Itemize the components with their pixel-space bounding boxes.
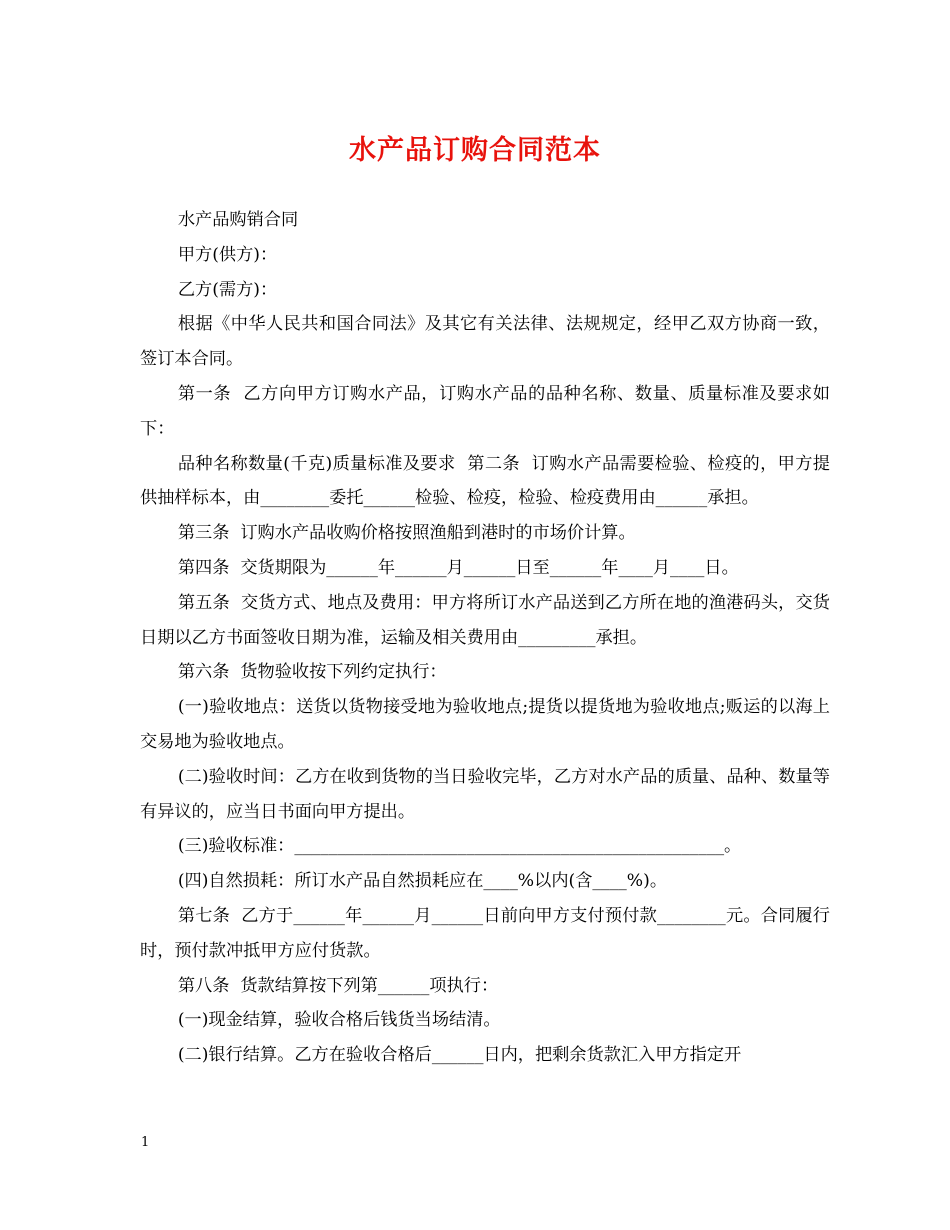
paragraph-article-3: 第三条 订购水产品收购价格按照渔船到港时的市场价计算。 xyxy=(177,523,636,544)
paragraph-article-1: 第一条 乙方向甲方订购水产品，订购水产品的品种名称、数量、质量标准及要求如下： xyxy=(140,383,830,439)
paragraph-article-6-item-4: (四)自然损耗：所订水产品自然损耗应在____%以内(含____%)。 xyxy=(177,871,668,892)
paragraph-article-8-item-1: (一)现金结算，验收合格后钱货当场结清。 xyxy=(177,1010,501,1031)
page-number: 1 xyxy=(141,1135,150,1150)
paragraph-article-2: 品种名称数量(千克)质量标准及要求 第二条 订购水产品需要检验、检疫的，甲方提供抽样标本，由________委托______检验、检疫，检验、检疫费用由______承担。 xyxy=(140,453,830,509)
paragraph-article-4: 第四条 交货期限为______年______月______日至______年____月____日。 xyxy=(177,557,739,578)
paragraph-party-a: 甲方(供方)： xyxy=(177,244,278,265)
paragraph-article-8: 第八条 货款结算按下列第______项执行： xyxy=(177,975,499,996)
paragraph-article-5: 第五条 交货方式、地点及费用：甲方将所订水产品送到乙方所在地的渔港码头，交货日期以乙方书面签收日期为准，运输及相关费用由_________承担。 xyxy=(140,592,830,648)
paragraph-contract-name: 水产品购销合同 xyxy=(177,210,299,230)
paragraph-party-b: 乙方(需方)： xyxy=(177,279,278,300)
paragraph-article-6-item-1: (一)验收地点：送货以货物接受地为验收地点;提货以提货地为验收地点;贩运的以海上交易地为验收地点。 xyxy=(140,697,830,752)
paragraph-article-6-item-2: (二)验收时间：乙方在收到货物的当日验收完毕，乙方对水产品的质量、品种、数量等有异议的，应当日书面向甲方提出。 xyxy=(140,766,830,822)
document-body xyxy=(140,203,830,1073)
paragraph-article-8-item-2: (二)银行结算。乙方在验收合格后______日内，把剩余货款汇入甲方指定开 xyxy=(177,1045,742,1066)
paragraph-article-7: 第七条 乙方于______年______月______日前向甲方支付预付款________元。合同履行时，预付款冲抵甲方应付货款。 xyxy=(140,905,830,961)
paragraph-preamble: 根据《中华人民共和国合同法》及其它有关法律、法规规定，经甲乙双方协商一致，签订本合同。 xyxy=(140,314,830,370)
paragraph-article-6-item-3: (三)验收标准：__________________________________________________。 xyxy=(177,836,742,857)
paragraph-article-6: 第六条 货物验收按下列约定执行： xyxy=(177,662,447,683)
document-title: 水产品订购合同范本 xyxy=(349,135,601,166)
